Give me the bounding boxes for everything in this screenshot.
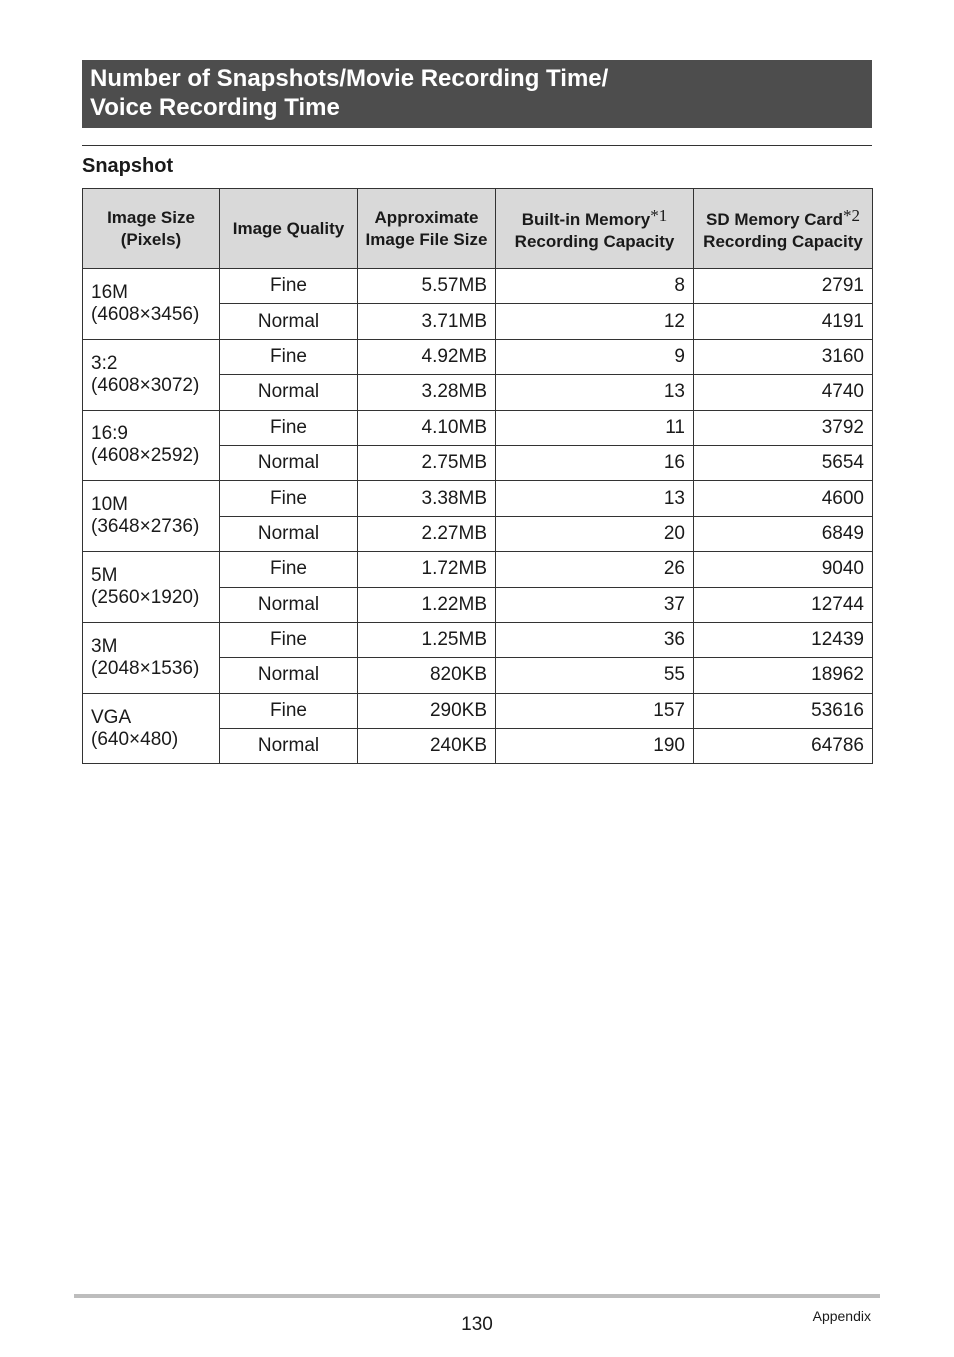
cell-sd-capacity: 53616 xyxy=(694,693,873,728)
cell-builtin-capacity: 37 xyxy=(496,587,694,622)
header-sd-sub: Recording Capacity xyxy=(703,231,863,251)
cell-image-size xyxy=(83,693,220,764)
cell-builtin-capacity: 55 xyxy=(496,658,694,693)
cell-sd-capacity: 18962 xyxy=(694,658,873,693)
table-row xyxy=(83,339,873,374)
header-builtin-label: Built-in Memory xyxy=(521,209,651,229)
cell-image-quality: Normal xyxy=(220,304,358,339)
page-title-line-2: Voice Recording Time xyxy=(90,94,340,121)
image-size-label: 3M xyxy=(91,635,118,657)
snapshot-table xyxy=(82,188,873,764)
cell-file-size: 1.25MB xyxy=(358,622,496,657)
cell-sd-capacity: 6849 xyxy=(694,516,873,551)
image-size-label: 3:2 xyxy=(91,352,118,374)
cell-sd-capacity: 4740 xyxy=(694,375,873,410)
cell-file-size: 820KB xyxy=(358,658,496,693)
cell-sd-capacity: 2791 xyxy=(694,269,873,304)
cell-builtin-capacity: 9 xyxy=(496,339,694,374)
header-sd-card xyxy=(694,189,873,269)
cell-image-quality: Normal xyxy=(220,587,358,622)
table-row xyxy=(83,693,873,728)
footnote-mark-1: *1 xyxy=(650,205,668,225)
cell-sd-capacity: 64786 xyxy=(694,729,873,764)
cell-image-size xyxy=(83,339,220,410)
image-size-pixels: (2048×1536) xyxy=(91,657,200,679)
cell-file-size: 3.38MB xyxy=(358,481,496,516)
cell-sd-capacity: 4600 xyxy=(694,481,873,516)
cell-file-size: 1.72MB xyxy=(358,552,496,587)
cell-builtin-capacity: 13 xyxy=(496,375,694,410)
cell-sd-capacity: 12439 xyxy=(694,622,873,657)
cell-image-quality: Fine xyxy=(220,269,358,304)
cell-file-size: 5.57MB xyxy=(358,269,496,304)
header-sd-label: SD Memory Card xyxy=(706,209,843,229)
cell-image-size xyxy=(83,410,220,481)
image-size-label: 16M xyxy=(91,281,128,303)
footer-section-label: Appendix xyxy=(812,1308,871,1324)
image-size-pixels: (4608×2592) xyxy=(91,445,200,467)
cell-image-quality: Fine xyxy=(220,410,358,445)
cell-sd-capacity: 3160 xyxy=(694,339,873,374)
section-heading: Snapshot xyxy=(82,155,174,177)
cell-builtin-capacity: 16 xyxy=(496,445,694,480)
table-row xyxy=(83,622,873,657)
image-size-pixels: (3648×2736) xyxy=(91,516,200,538)
image-size-pixels: (4608×3072) xyxy=(91,374,200,396)
cell-sd-capacity: 9040 xyxy=(694,552,873,587)
cell-builtin-capacity: 11 xyxy=(496,410,694,445)
table-row xyxy=(83,269,873,304)
title-divider xyxy=(82,145,872,146)
cell-image-quality: Fine xyxy=(220,622,358,657)
cell-builtin-capacity: 12 xyxy=(496,304,694,339)
header-builtin-sub: Recording Capacity xyxy=(514,231,675,251)
cell-builtin-capacity: 8 xyxy=(496,269,694,304)
cell-image-quality: Fine xyxy=(220,693,358,728)
cell-file-size: 4.10MB xyxy=(358,410,496,445)
header-file-size: Approximate Image File Size xyxy=(358,189,496,269)
cell-image-size xyxy=(83,552,220,623)
cell-file-size: 1.22MB xyxy=(358,587,496,622)
cell-builtin-capacity: 13 xyxy=(496,481,694,516)
footer-divider xyxy=(74,1294,880,1298)
cell-image-quality: Fine xyxy=(220,481,358,516)
image-size-pixels: (4608×3456) xyxy=(91,303,200,325)
cell-builtin-capacity: 26 xyxy=(496,552,694,587)
cell-image-quality: Normal xyxy=(220,516,358,551)
cell-image-size xyxy=(83,481,220,552)
cell-file-size: 2.27MB xyxy=(358,516,496,551)
cell-sd-capacity: 5654 xyxy=(694,445,873,480)
image-size-label: VGA xyxy=(91,706,132,728)
cell-builtin-capacity: 20 xyxy=(496,516,694,551)
image-size-label: 10M xyxy=(91,494,128,516)
table-row xyxy=(83,410,873,445)
page-title xyxy=(82,60,872,128)
page-number: 130 xyxy=(461,1314,493,1335)
cell-file-size: 240KB xyxy=(358,729,496,764)
cell-sd-capacity: 4191 xyxy=(694,304,873,339)
cell-file-size: 4.92MB xyxy=(358,339,496,374)
cell-image-quality: Normal xyxy=(220,375,358,410)
cell-file-size: 2.75MB xyxy=(358,445,496,480)
page-title-line-1: Number of Snapshots/Movie Recording Time/ xyxy=(90,65,609,92)
header-builtin-memory xyxy=(496,189,694,269)
table-row xyxy=(83,552,873,587)
cell-builtin-capacity: 157 xyxy=(496,693,694,728)
image-size-label: 16:9 xyxy=(91,423,128,445)
cell-file-size: 3.71MB xyxy=(358,304,496,339)
cell-file-size: 290KB xyxy=(358,693,496,728)
cell-image-quality: Fine xyxy=(220,339,358,374)
header-image-size: Image Size (Pixels) xyxy=(83,189,220,269)
table-row xyxy=(83,481,873,516)
cell-image-quality: Normal xyxy=(220,729,358,764)
cell-image-quality: Fine xyxy=(220,552,358,587)
table-body xyxy=(83,269,873,764)
image-size-label: 5M xyxy=(91,565,118,587)
cell-image-quality: Normal xyxy=(220,658,358,693)
cell-sd-capacity: 12744 xyxy=(694,587,873,622)
cell-builtin-capacity: 36 xyxy=(496,622,694,657)
cell-image-quality: Normal xyxy=(220,445,358,480)
cell-image-size xyxy=(83,622,220,693)
cell-image-size xyxy=(83,269,220,340)
cell-builtin-capacity: 190 xyxy=(496,729,694,764)
table-header-row xyxy=(83,189,873,269)
header-image-quality: Image Quality xyxy=(220,189,358,269)
image-size-pixels: (640×480) xyxy=(91,728,179,750)
footnote-mark-2: *2 xyxy=(842,205,860,225)
cell-file-size: 3.28MB xyxy=(358,375,496,410)
image-size-pixels: (2560×1920) xyxy=(91,587,200,609)
cell-sd-capacity: 3792 xyxy=(694,410,873,445)
